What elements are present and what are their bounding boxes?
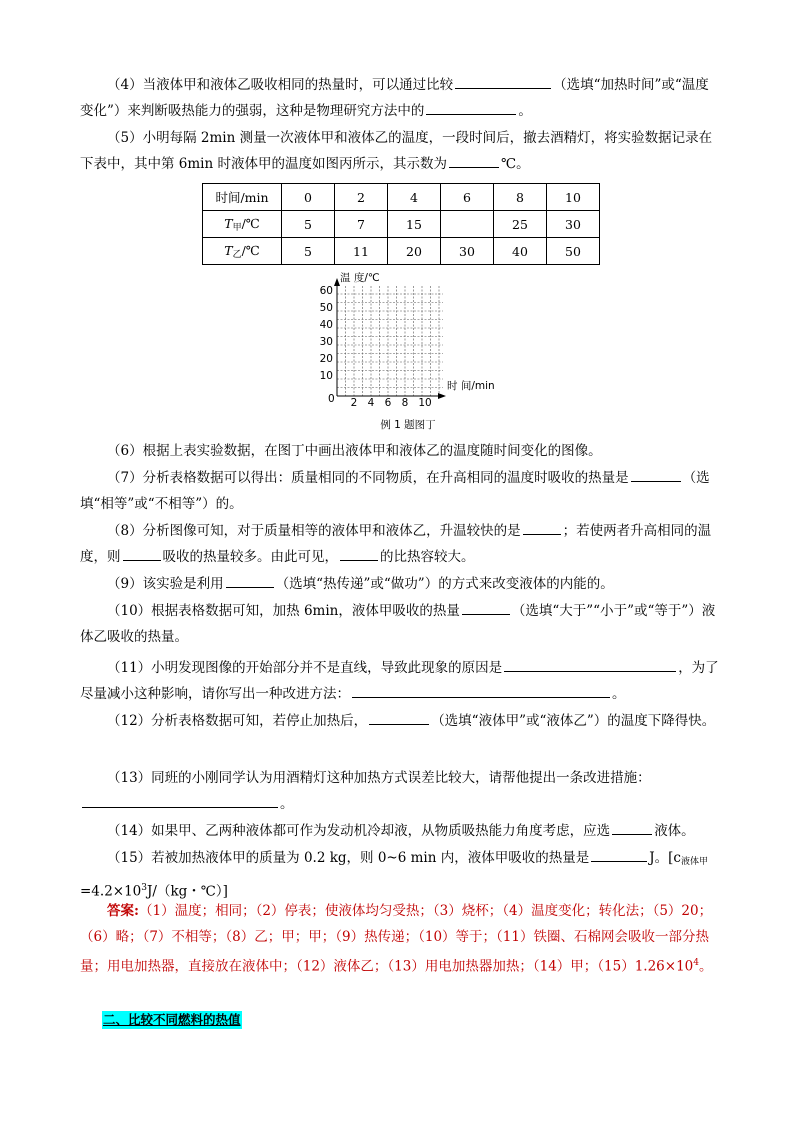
answer-blank bbox=[82, 793, 278, 808]
answer-block: 答案:（1）温度；相同；（2）停表；使液体均匀受热；（3）烧杯；（4）温度变化；转化法；（5）20；（6）略；（7）不相等；（8）乙；甲；甲；（9）热传递；（10）等于；（11）铁圈、石棉网会吸收一部分热量；用电加热器，直接放在液体中；（12）液体乙；（13）用电加热器加热；（14）甲；$(15)1.26\times 10^4$。 bbox=[80, 903, 713, 975]
table-header-time: 时间/min bbox=[203, 184, 282, 211]
answer-blank bbox=[591, 847, 647, 862]
answer-blank bbox=[340, 546, 378, 561]
answer-blank bbox=[123, 546, 161, 561]
table-header-jia: $T_甲/℃$ bbox=[203, 211, 282, 238]
temperature-graph-figure bbox=[308, 268, 508, 436]
x-tick-label: 2 bbox=[350, 397, 358, 409]
question-15: （15）若被加热液体甲的质量为 0.2 kg，则 0~6 min 内，液体甲吸收的热量是 J。[$c_{液体甲}=4.2\times 10^3J/(kg$・℃）] bbox=[80, 845, 720, 905]
figure-caption: 例 1 题图丁 bbox=[380, 419, 436, 431]
answer-blank bbox=[449, 153, 499, 168]
question-11: （11）小明发现图像的开始部分并不是直线，导致此现象的原因是 ，为了尽量减小这种影响，请你写出一种改进方法： 。 bbox=[80, 655, 720, 707]
y-tick-label: 20 bbox=[319, 353, 333, 365]
q4-text-b: （选填“加热时间”或“温度变化”）来判断吸热能力的强弱，这种是物理研究方法中的 bbox=[80, 77, 709, 119]
question-7: （7）分析表格数据可以得出：质量相同的不同物质，在升高相同的温度时吸收的热量是 （选填“相等”或“不相等”）的。 bbox=[80, 465, 720, 517]
table-row: $T_甲/℃$ 5 7 15 25 30 bbox=[203, 211, 600, 238]
y-tick-label: 40 bbox=[319, 319, 333, 331]
q5-text: （5）小明每隔 2min 测量一次液体甲和液体乙的温度，一段时间后，撤去酒精灯，将实验数据记录在下表中，其中第 6min 时液体甲的温度如图丙所示，其示数为 bbox=[80, 130, 713, 172]
question-6: （6）根据上表实验数据，在图丁中画出液体甲和液体乙的温度随时间变化的图像。 bbox=[107, 443, 602, 459]
y-tick-label: 50 bbox=[319, 302, 333, 314]
question-10: （10）根据表格数据可知，加热 6min，液体甲吸收的热量 （选填“大于”“小于”或“等于”）液体乙吸收的热量。 bbox=[80, 598, 720, 650]
answer-blank bbox=[631, 467, 681, 482]
answer-blank bbox=[523, 520, 561, 535]
y-tick-label: 60 bbox=[319, 285, 333, 297]
answer-label: 答案: bbox=[107, 903, 139, 919]
x-tick-label: 6 bbox=[384, 397, 392, 409]
data-table bbox=[202, 183, 600, 265]
y-tick-label: 10 bbox=[319, 370, 333, 382]
question-5: （5）小明每隔 2min 测量一次液体甲和液体乙的温度，一段时间后，撤去酒精灯，将实验数据记录在下表中，其中第 6min 时液体甲的温度如图丙所示，其示数为 ℃。 bbox=[80, 130, 713, 172]
graph-grid bbox=[337, 286, 443, 396]
table-header-yi: $T_乙/℃$ bbox=[203, 238, 282, 265]
x-tick-label: 4 bbox=[367, 397, 375, 409]
x-tick-label: 8 bbox=[401, 397, 409, 409]
question-14: （14）如果甲、乙两种液体都可作为发动机冷却液，从物质吸热能力角度考虑，应选 液体。 bbox=[80, 818, 720, 844]
answer-blank bbox=[455, 74, 551, 89]
question-8: （8）分析图像可知，对于质量相等的液体甲和液体乙，升温较快的是 ；若使两者升高相同的温度，则 吸收的热量较多。由此可见， 的比热容较大。 bbox=[80, 518, 720, 570]
y-axis-label: 温 度/℃ bbox=[340, 272, 380, 284]
question-9: （9）该实验是利用 （选填“热传递”或“做功”）的方式来改变液体的内能的。 bbox=[80, 571, 720, 597]
section-title: 二、比较不同燃料的热值 bbox=[103, 1012, 241, 1027]
x-axis-label: 时 间/min bbox=[447, 380, 495, 392]
answer-blank bbox=[504, 657, 676, 672]
y-tick-label: 30 bbox=[319, 336, 333, 348]
table-row: 时间/min 0 2 4 6 8 10 bbox=[203, 184, 600, 211]
table-row: $T_乙/℃$ 5 11 20 30 40 50 bbox=[203, 238, 600, 265]
q4-text-a: （4）当液体甲和液体乙吸收相同的热量时，可以通过比较 bbox=[107, 77, 454, 93]
x-tick-label: 10 bbox=[418, 397, 432, 409]
origin-label: 0 bbox=[328, 393, 335, 405]
answer-blank bbox=[226, 573, 274, 588]
x-axis-arrow bbox=[438, 393, 446, 399]
question-12: （12）分析表格数据可知，若停止加热后， （选填“液体甲”或“液体乙”）的温度下降得快。 bbox=[80, 708, 720, 734]
answer-blank bbox=[612, 820, 652, 835]
answer-blank bbox=[426, 100, 516, 115]
answer-blank bbox=[352, 683, 610, 698]
question-13: （13）同班的小刚同学认为用酒精灯这种加热方式误差比较大，请帮他提出一条改进措施：。 bbox=[80, 765, 720, 817]
question-4: （4）当液体甲和液体乙吸收相同的热量时，可以通过比较 （选填“加热时间”或“温度变化”）来判断吸热能力的强弱，这种是物理研究方法中的 。 bbox=[80, 72, 720, 124]
answer-blank bbox=[369, 710, 429, 725]
answer-text: （1）温度；相同；（2）停表；使液体均匀受热；（3）烧杯；（4）温度变化；转化法；（5）20；（6）略；（7）不相等；（8）乙；甲；甲；（9）热传递；（10）等于；（11）铁圈、石棉网会吸收一部分热量；用电加热器，直接放在液体中；（12）液体乙；（13）用电加热器加热；（14）甲；（15）1.26×10 bbox=[80, 903, 713, 975]
answer-blank bbox=[462, 600, 510, 615]
